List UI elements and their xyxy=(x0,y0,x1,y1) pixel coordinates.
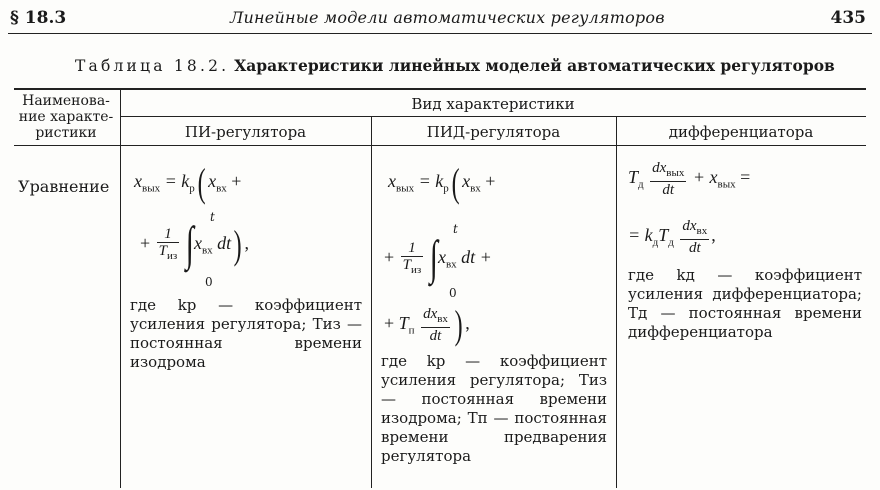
col-divider-2 xyxy=(371,116,372,488)
col-header-diff: дифференциатора xyxy=(668,123,814,141)
pi-int-upper: t xyxy=(210,210,215,224)
pi-description: где kр — коэффициент усиления регулятора; Tиз — постоянная времени изодрома xyxy=(130,296,362,371)
diff-equation-line2: = $k_дT_д$ $\frac{dx_{вх}}{dt}$ , xyxy=(628,218,716,256)
table-title: Характеристики линейных моделей автоматических регуляторов xyxy=(234,56,835,75)
running-title: Линейные модели автоматических регуляторов xyxy=(230,8,665,27)
pid-int-lower: 0 xyxy=(449,286,457,300)
pid-description: где kр — коэффициент усиления регулятора; Tиз — постоянная времени изодрома; Tп — постоянная времени предварения регулятора xyxy=(381,352,607,465)
table-label: Таблица 18.2. xyxy=(75,57,230,75)
col0-header: Наименова-ние характе-ристики xyxy=(18,93,114,141)
header-bottom-rule xyxy=(14,145,866,146)
table-caption xyxy=(75,56,835,75)
col-divider-3 xyxy=(616,116,617,488)
diff-description: где kд — коэффициент усиления дифференциатора; Tд — постоянная времени дифференциатора xyxy=(628,266,862,341)
pid-int-upper: t xyxy=(453,222,458,236)
col-header-pid: ПИД-регулятора xyxy=(426,123,561,141)
pi-equation-line2: + $\frac{1}{T_{из}}$ $\int x_{вх}$ dt) , xyxy=(140,217,249,271)
page-header xyxy=(0,6,880,32)
col-divider-1 xyxy=(120,88,121,488)
pi-int-lower: 0 xyxy=(205,275,213,289)
table-top-rule xyxy=(14,88,866,90)
col-header-pi: ПИ-регулятора xyxy=(184,123,307,141)
pi-equation-line1: $x_{вых} = k_р$( $x_{вх}$ + xyxy=(134,160,242,205)
pid-equation-line2: + $\frac{1}{T_{из}}$ $\int x_{вх}$ dt + xyxy=(384,231,492,285)
group-rule xyxy=(120,116,866,117)
pid-equation-line3: + $T_п$ $\frac{dx_{вх}}{dt}$ ) , xyxy=(384,302,470,347)
group-header: Вид характеристики xyxy=(411,95,575,113)
diff-equation-line1: $T_д$ $\frac{dx_{вых}}{dt}$ + $x_{вых}$ = xyxy=(628,160,751,198)
header-rule xyxy=(8,33,872,34)
section-number: § 18.3 xyxy=(10,8,67,28)
page-number: 435 xyxy=(830,8,866,28)
row-label-equation: Уравнение xyxy=(18,177,110,196)
pid-equation-line1: $x_{вых} = k_р$( $x_{вх}$ + xyxy=(388,160,496,205)
